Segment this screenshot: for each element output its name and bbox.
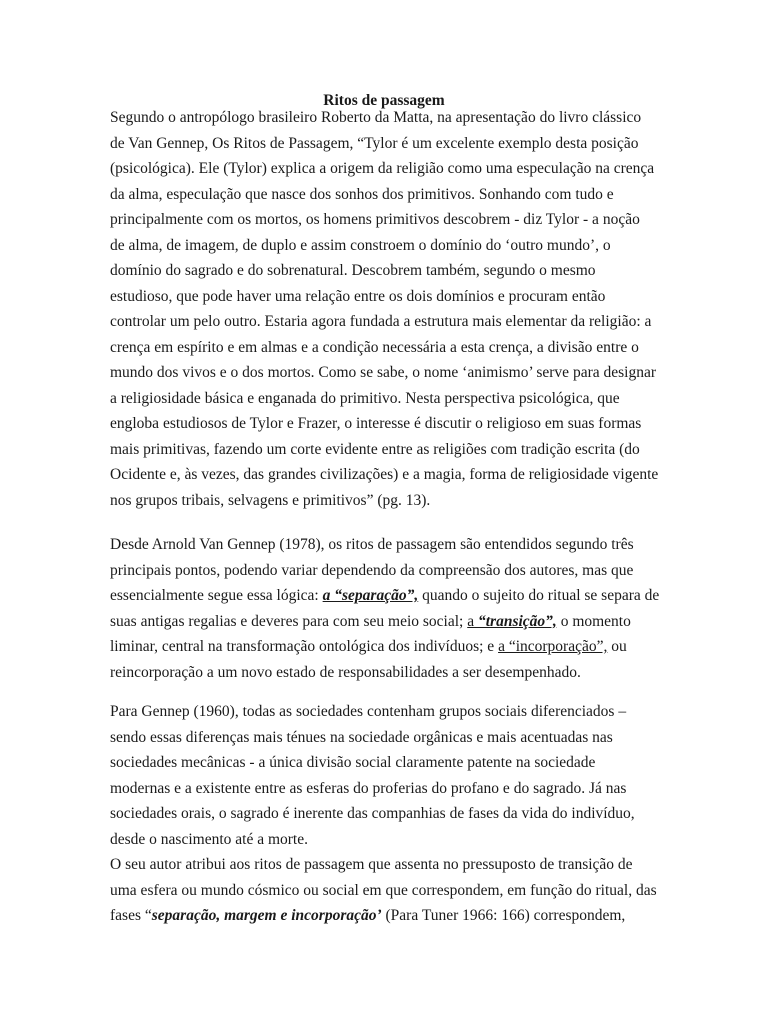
emphasis-separacao: a “separação”, bbox=[322, 587, 419, 604]
text-line: O seu autor atribui aos ritos de passagem que assenta no pressuposto de transição de bbox=[110, 856, 633, 873]
text-line: Ocidente e, às vezes, das grandes civilizações) e a magia, forma de religiosidade vigente bbox=[110, 466, 659, 483]
text-line: suas antigas regalias e deveres para com seu meio social; a “transição”, o momento bbox=[110, 612, 631, 630]
text-line: sociedades mecânicas - a única divisão social claramente patente na sociedade bbox=[110, 754, 596, 771]
text-line: sociedades orais, o sagrado é inerente das companhias de fases da vida do indivíduo, bbox=[110, 805, 635, 822]
text-line: reincorporação a um novo estado de responsabilidades a ser desempenhado. bbox=[110, 663, 581, 681]
text-line: controlar um pelo outro. Estaria agora fundada a estrutura mais elementar da religião: a bbox=[110, 313, 652, 330]
emphasis-fases: separação, margem e incorporação’ bbox=[151, 907, 382, 924]
text-line: principais pontos, podendo variar dependendo da compreensão dos autores, mas que bbox=[110, 561, 634, 579]
text-line: sendo essas diferenças mais ténues na sociedade orgânicas e mais acentuadas nas bbox=[110, 728, 613, 746]
text-line: desde o nascimento até a morte. bbox=[110, 830, 308, 848]
text-line: nos grupos tribais, selvagens e primitivos” (pg. 13). bbox=[110, 491, 431, 509]
text-line: de alma, de imagem, de duplo e assim constroem o domínio do ‘outro mundo’, o bbox=[110, 236, 611, 254]
text-line: Desde Arnold Van Gennep (1978), os ritos de passagem são entendidos segundo três bbox=[110, 536, 634, 553]
text-line: estudioso, que pode haver uma relação entre os dois domínios e procuram então bbox=[110, 287, 606, 305]
paragraph-3 bbox=[110, 699, 730, 929]
document-title: Ritos de passagem bbox=[323, 92, 445, 109]
text-line: essencialmente segue essa lógica: a “separação”, quando o sujeito do ritual se separa de bbox=[110, 587, 660, 604]
paragraph-1 bbox=[110, 105, 730, 513]
text-line: da alma, especulação que nasce dos sonhos dos primitivos. Sonhando com tudo e bbox=[110, 185, 614, 203]
text-line: Para Gennep (1960), todas as sociedades contenham grupos sociais diferenciados – bbox=[110, 703, 627, 720]
text-line: engloba estudiosos de Tylor e Frazer, o interesse é discutir o religioso em suas formas bbox=[110, 415, 642, 432]
text-line: a religiosidade básica e enganada do primitivo. Nesta perspectiva psicológica, que bbox=[110, 389, 620, 407]
text-line: principalmente com os mortos, os homens primitivos descobrem - diz Tylor - a noção bbox=[110, 211, 640, 228]
text-line: modernas e a existente entre as esferas do proferias do profano e do sagrado. Já nas bbox=[110, 779, 627, 797]
text-line: (psicológica). Ele (Tylor) explica a origem da religião como uma especulação na crença bbox=[110, 160, 655, 177]
text-line: domínio do sagrado e do sobrenatural. Descobrem também, segundo o mesmo bbox=[110, 262, 596, 279]
text-line: fases “separação, margem e incorporação’ (Para Tuner 1966: 166) correspondem, bbox=[110, 907, 626, 924]
text-line: de Van Gennep, Os Ritos de Passagem, “Tylor é um excelente exemplo desta posição bbox=[110, 134, 639, 152]
paragraph-2 bbox=[110, 532, 730, 685]
emphasis-a: a bbox=[467, 612, 478, 630]
emphasis-transicao: “transição”, bbox=[478, 612, 557, 630]
text-line: crença em espírito e em almas e a condição necessária a esta crença, a divisão entre o bbox=[110, 338, 639, 356]
text-line: mundo dos vivos e o dos mortos. Como se sabe, o nome ‘animismo’ serve para designar bbox=[110, 364, 656, 381]
text-line: Segundo o antropólogo brasileiro Roberto da Matta, na apresentação do livro clássico bbox=[110, 109, 642, 126]
emphasis-incorporacao: a “incorporação”, bbox=[498, 638, 608, 655]
text-line: mais primitivas, fazendo um corte evidente entre as religiões com tradição escrita (do bbox=[110, 440, 640, 458]
text-line: uma esfera ou mundo cósmico ou social em que correspondem, em função do ritual, das bbox=[110, 881, 657, 899]
text-line: liminar, central na transformação ontológica dos indivíduos; e a “incorporação”, ou bbox=[110, 638, 627, 655]
